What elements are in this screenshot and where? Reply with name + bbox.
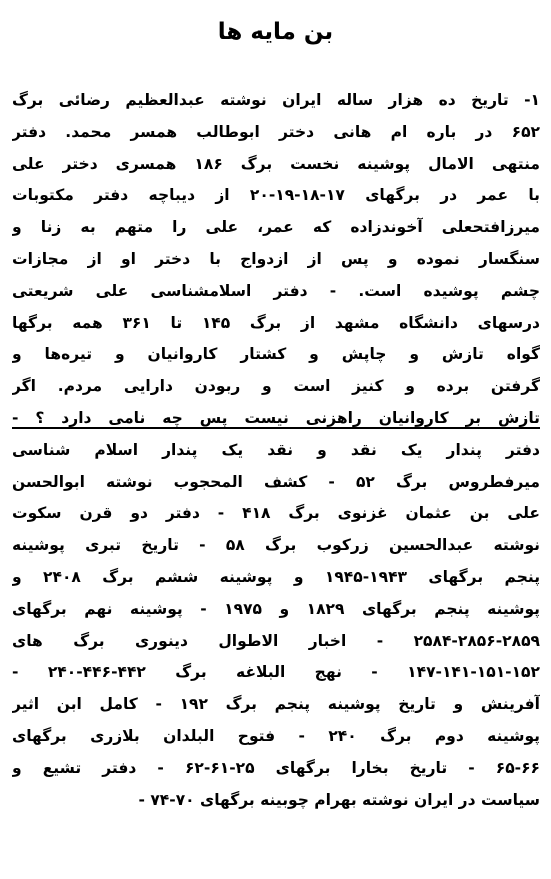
text-line: دفتر پندار یک نقد و نقد یک پندار اسلام شناسی bbox=[12, 440, 540, 459]
text-line: با عمر در برگهای ۱۷-۱۸-۱۹-۲۰ از دیباچه دفتر مکتوبات bbox=[12, 186, 540, 205]
text-line: نوشته عبدالحسین زرکوب برگ ۵۸ - تاریخ تبری پوشینه bbox=[12, 536, 540, 555]
text-line: ۶۵۲ در باره ام هانی دختر ابوطالب همسر محمد. دفتر bbox=[12, 122, 540, 141]
underlined-text-line: تازش بر کاروانیان راهزنی نیست پس چه نامی دارد ؟ - bbox=[12, 408, 540, 427]
text-line: درسهای دانشگاه مشهد از برگ ۱۴۵ تا ۳۶۱ همه برگها bbox=[12, 313, 540, 332]
text-line: ۲۵۸۴-۲۸۵۶-۲۸۵۹ - اخبار الاطوال دینوری برگ های bbox=[12, 631, 540, 650]
text-line: ۱- تاریخ ده هزار ساله ایران نوشته عبدالعظیم رضائی برگ bbox=[12, 91, 540, 109]
text-line: ۱۴۷-۱۴۱-۱۵۱-۱۵۲ - نهج البلاغه برگ ۴۴۲-۴۴۶-۲۴۰ - bbox=[12, 663, 540, 682]
text-line: علی بن عثمان غزنوی برگ ۴۱۸ - دفتر دو قرن سکوت bbox=[12, 504, 540, 523]
text-line: سنگسار نموده و پس از ازدواج با دختر او از مجازات bbox=[12, 249, 540, 268]
text-line: ۶۵-۶۶ - تاریخ بخارا برگهای ۲۵-۶۱-۶۲ - دفتر تشیع و bbox=[12, 758, 540, 777]
text-line: میرزافتحعلی آخوندزاده که عمر، علی را متهم به زنا و bbox=[12, 218, 540, 237]
text-line: گواه تازش و چاپش و کشتار کاروانیان و تیره‌ها و bbox=[12, 345, 540, 364]
text-line: میرفطروس برگ ۵۲ - کشف المحجوب نوشته ابوالحسن bbox=[12, 472, 540, 491]
text-line: چشم پوشیده است. - دفتر اسلامشناسی علی شریعتی bbox=[12, 281, 540, 300]
page-title: بن مایه ها bbox=[217, 19, 334, 45]
text-line: پوشینه پنجم برگهای ۱۸۲۹ و ۱۹۷۵ - پوشینه نهم برگهای bbox=[12, 599, 540, 618]
text-line: منتهی الامال پوشینه نخست برگ ۱۸۶ همسری دختر علی bbox=[12, 154, 540, 173]
text-line: پنجم برگهای ۱۹۴۳-۱۹۴۵ و پوشینه ششم برگ ۲۴۰۸ و bbox=[12, 567, 540, 586]
references-body bbox=[12, 85, 540, 816]
text-line: گرفتن برده و کنیز است و ربودن دارایی مردم. اگر bbox=[12, 377, 540, 396]
text-line: پوشینه دوم برگ ۲۴۰ - فتوح البلدان بلازری برگهای bbox=[12, 726, 540, 745]
text-line: سیاست در ایران نوشته بهرام چوبینه برگهای ۷۰-۷۴ - bbox=[138, 790, 540, 809]
text-line: آفرینش و تاریخ پوشینه پنجم برگ ۱۹۲ - کامل ابن اثیر bbox=[12, 695, 540, 714]
